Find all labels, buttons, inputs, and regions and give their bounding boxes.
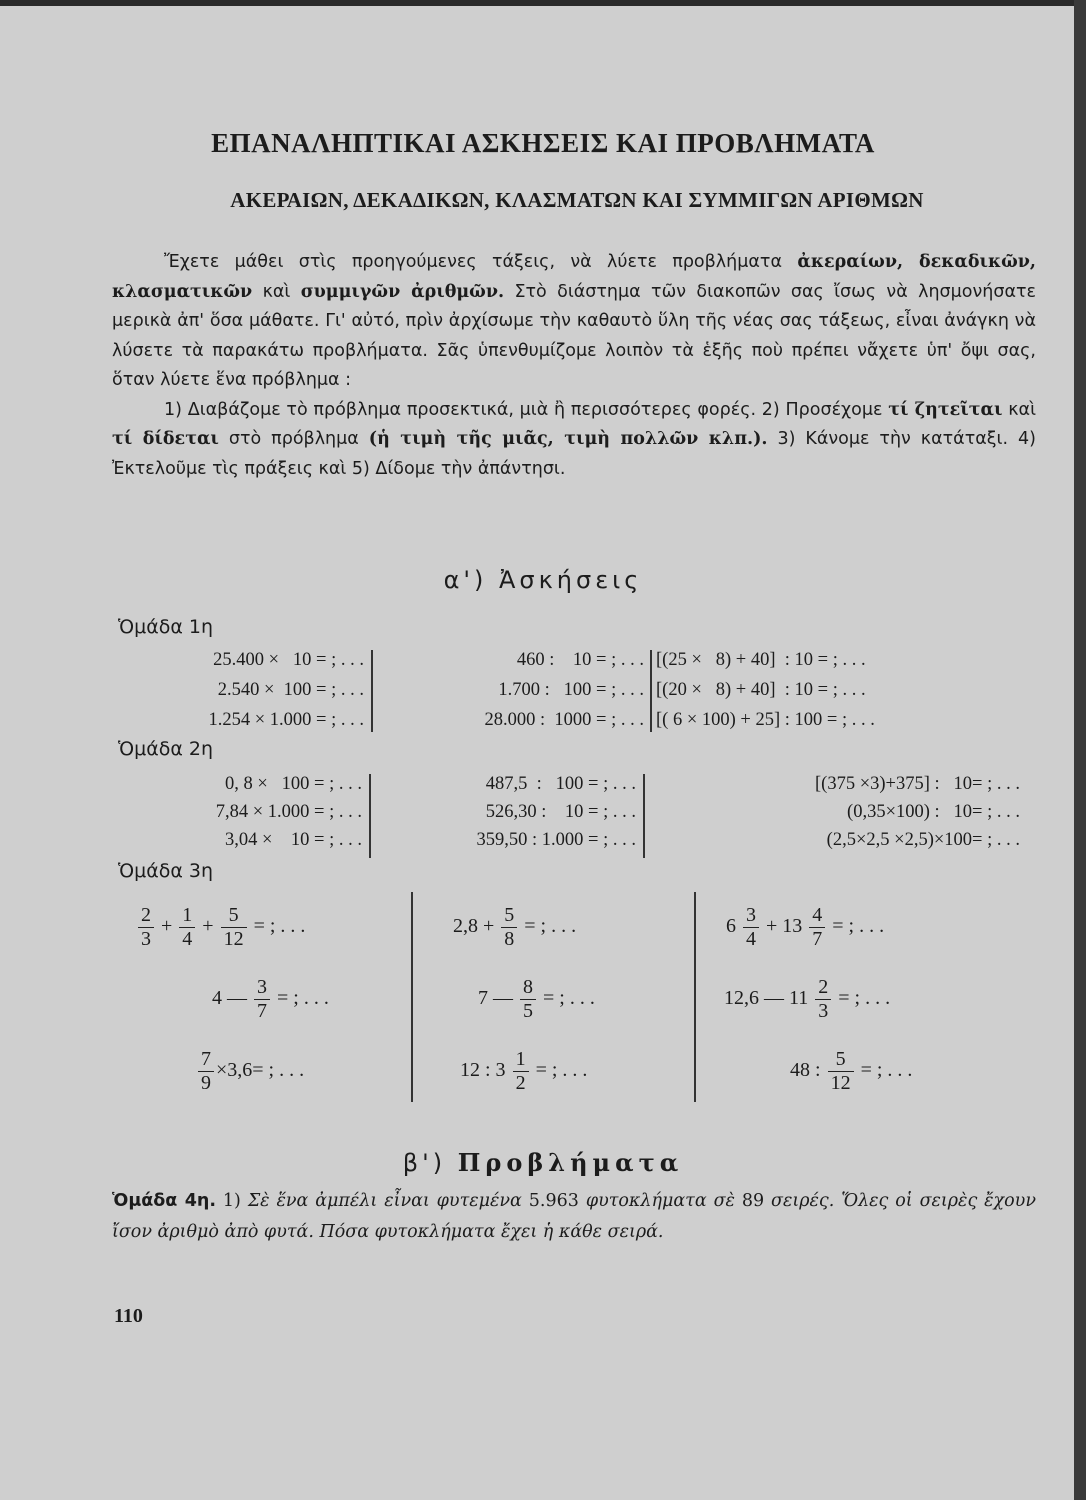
section-b-heading: β') Προβλήματα — [402, 1148, 684, 1177]
g3-divider-1 — [411, 892, 413, 1102]
g2-divider-2 — [643, 774, 645, 858]
g1-col1-row2: 2.540 × 100 = ; . . . — [217, 680, 364, 700]
group-1-label: Ὁμάδα 1η — [118, 616, 214, 638]
page-number: 110 — [114, 1305, 143, 1327]
page-right-edge — [1074, 0, 1086, 1500]
g3-r3-c1: $\frac{7}{9}$ ×3,6= ; . . . — [196, 1048, 304, 1095]
g2-col3-row1: [(375 ×3)+375] : 10= ; . . . — [815, 774, 1020, 794]
g1-col1-row3: 1.254 × 1.000 = ; . . . — [208, 710, 364, 730]
g2-divider-1 — [369, 774, 371, 858]
g3-r3-c3: 48 : $\frac{5}{12}$ = ; . . . — [790, 1048, 913, 1094]
page-subtitle: ΑΚΕΡΑΙΩΝ, ΔΕΚΑΔΙΚΩΝ, ΚΛΑΣΜΑΤΩΝ ΚΑΙ ΣΥΜΜΙΓΩΝ ΑΡΙΘΜΩΝ — [230, 188, 924, 212]
g3-r1-c1: $\frac{2}{3}$ + $\frac{1}{4}$ + $\frac{5}{12}$ = ; . . . — [136, 904, 305, 951]
intro-paragraph-2: 1) Διαβάζομε τὸ πρόβλημα προσεκτικά, μιὰ ἢ περισσότερες φορές. 2) Προσέχομε τί ζητεῖται καὶ τί δίδεται στὸ πρόβλημα (ἡ τιμὴ τῆς μιᾶς, τιμὴ πολλῶν κλπ.). 3) Κάνομε τὴν κατάταξι. 4) Ἐκτελοῦμε τὶς πράξεις καὶ 5) Δίδομε τὴν ἀπάντησι. — [112, 399, 1036, 479]
g1-col3-row1: [(25 × 8) + 40] : 10 = ; . . . — [656, 650, 866, 670]
g1-divider-1 — [371, 650, 373, 732]
group-2-label: Ὁμάδα 2η — [118, 738, 214, 760]
page-title: ΕΠΑΝΑΛΗΠΤΙΚΑΙ ΑΣΚΗΣΕΙΣ ΚΑΙ ΠΡΟΒΛΗΜΑΤΑ — [211, 128, 875, 158]
g3-r3-c2: 12 : 3 $\frac{1}{2}$ = ; . . . — [460, 1048, 588, 1094]
g2-col2-row3: 359,50 : 1.000 = ; . . . — [476, 830, 636, 850]
group-3-label: Ὁμάδα 3η — [118, 860, 214, 882]
page-top-edge — [0, 0, 1086, 6]
g2-col2-row2: 526,30 : 10 = ; . . . — [485, 802, 636, 822]
g2-col1-row3: 3,04 × 10 = ; . . . — [224, 830, 362, 850]
g3-r2-c2: 7 — $\frac{8}{5}$ = ; . . . — [478, 976, 595, 1022]
g1-col3-row2: [(20 × 8) + 40] : 10 = ; . . . — [656, 680, 866, 700]
section-a-heading: α') Ἀσκήσεις — [443, 566, 643, 594]
g1-col2-row1: 460 : 10 = ; . . . — [516, 650, 644, 670]
g1-col3-row3: [( 6 × 100) + 25] : 100 = ; . . . — [656, 710, 875, 730]
g3-r2-c1: 4 — $\frac{3}{7}$ = ; . . . — [212, 976, 329, 1022]
intro-text — [112, 248, 1036, 484]
problem-1: Ὁμάδα 4η. 1) Σὲ ἕνα ἀμπέλι εἶναι φυτεμένα 5.963 φυτοκλήματα σὲ 89 σειρές. Ὅλες οἱ σειρὲς ἔχουν ἴσον ἀριθμὸ ἀπὸ φυτά. Πόσα φυτοκλήματα ἔχει ἡ κάθε σειρά. — [112, 1191, 1036, 1242]
g2-col3-row2: (0,35×100) : 10= ; . . . — [847, 802, 1020, 822]
intro-paragraph-1: Ἔχετε μάθει στὶς προηγούμενες τάξεις, νὰ λύετε προβλήματα ἀκεραίων, δεκαδικῶν, κλασματικῶν καὶ συμμιγῶν ἀριθμῶν. Στὸ διάστημα τῶν διακοπῶν σας ἴσως νὰ λησμονήσατε μερικὰ ἀπ' ὅσα μάθατε. Γι' αὐτό, πρὶν ἀρχίσωμε τὴν καθαυτὸ ὕλη τῆς νέας σας τάξεως, εἶναι ἀνάγκη νὰ λύσετε τὰ παρακάτω προβλήματα. Σᾶς ὑπενθυμίζομε λοιπὸν τὰ ἑξῆς ποὺ πρέπει νἄχετε ὑπ' ὄψι σας, ὅταν λύετε ἕνα πρόβλημα : — [112, 252, 1036, 390]
g2-col2-row1: 487,5 : 100 = ; . . . — [485, 774, 636, 794]
g3-r1-c3: 6 $\frac{3}{4}$ + 13 $\frac{4}{7}$ = ; . . . — [726, 904, 885, 950]
g3-r2-c3: 12,6 — 11 $\frac{2}{3}$ = ; . . . — [724, 976, 891, 1022]
g1-col2-row3: 28.000 : 1000 = ; . . . — [484, 710, 644, 730]
g2-col1-row1: 0, 8 × 100 = ; . . . — [224, 774, 362, 794]
g2-col3-row3: (2,5×2,5 ×2,5)×100= ; . . . — [826, 830, 1020, 850]
g1-divider-2 — [650, 650, 652, 732]
g1-col2-row2: 1.700 : 100 = ; . . . — [498, 680, 644, 700]
g3-r1-c2: 2,8 + $\frac{5}{8}$ = ; . . . — [453, 904, 577, 950]
g3-divider-2 — [694, 892, 696, 1102]
g2-col1-row2: 7,84 × 1.000 = ; . . . — [215, 802, 362, 822]
g1-col1-row1: 25.400 × 10 = ; . . . — [213, 650, 364, 670]
